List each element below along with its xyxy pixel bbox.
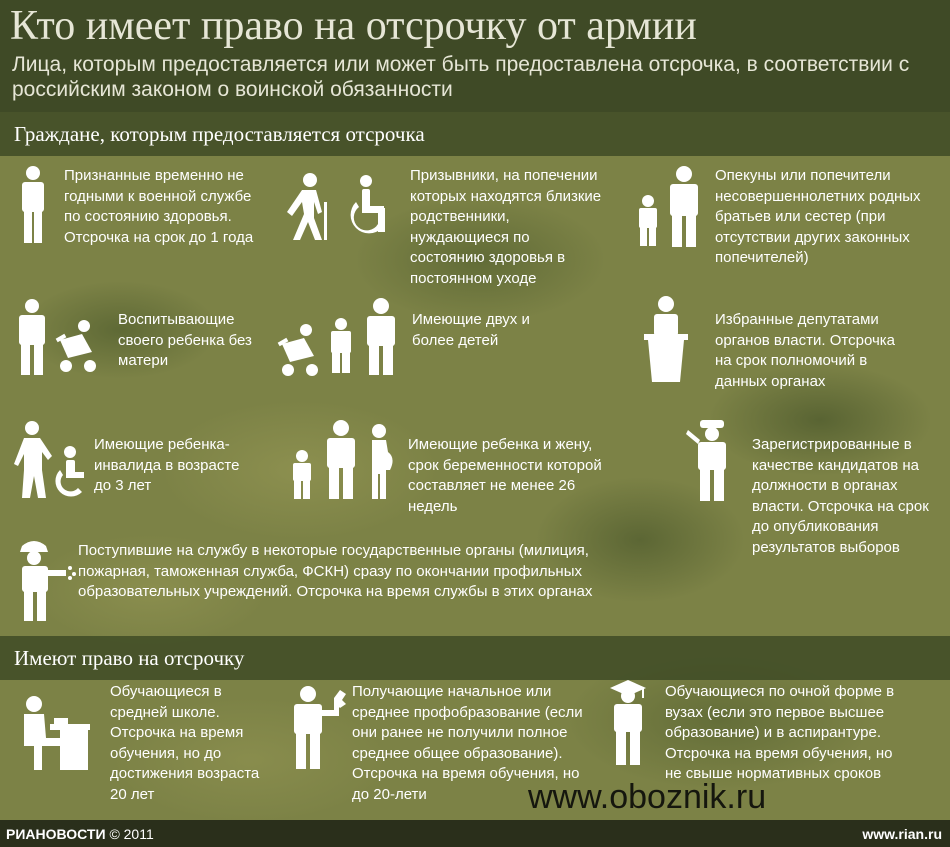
child-icon — [290, 450, 314, 500]
person-pushing-wheelchair-icon — [12, 420, 92, 500]
father-icon — [14, 298, 50, 376]
item-text-deputies: Избранные депутатами органов власти. Отсрочка на срок полномочий в данных органах — [715, 311, 896, 390]
stroller-icon — [276, 322, 324, 378]
watermark: www.oboznik.ru — [528, 778, 767, 816]
man-icon — [322, 420, 360, 500]
firefighter-icon — [12, 538, 78, 622]
item-text-caregivers: Призывники, на попечении которых находятся близкие родственники, нуждающиеся по состоянию здоровья в постоянном уходе — [410, 167, 602, 287]
item-text-university: Обучающиеся по очной форме в вузах (если это первое высшее образование) и в аспирантуре. Отсрочка на время обучения, но не свыше нормативных сроков — [665, 683, 895, 782]
stroller-icon — [54, 318, 102, 374]
adult-icon — [664, 166, 704, 248]
section1-title: Граждане, которым предоставляется отсрочка — [14, 122, 425, 146]
item-text-single-father: Воспитывающие своего ребенка без матери — [118, 311, 252, 369]
podium-speaker-icon — [640, 296, 692, 382]
item-text-candidates: Зарегистрированные в качестве кандидатов на должности в органах власти. Отсрочка на срок до опубликования результатов выборов — [752, 436, 929, 556]
item-text-temporary-unfit: Признанные временно не годными к военной службе по состоянию здоровья. Отсрочка на срок до 1 года — [64, 167, 254, 246]
student-at-desk-icon — [16, 694, 96, 774]
item-text-pregnant-wife: Имеющие ребенка и жену, срок беременности которой составляет не менее 26 недель — [408, 436, 602, 515]
worker-with-wrench-icon — [288, 686, 350, 770]
item-text-vocational: Получающие начальное или среднее профобразование (если они ранее не получили полное среднее общее образование). Отсрочка на время обучения, но до 20-лети — [352, 683, 583, 803]
item-text-state-service: Поступившие на службу в некоторые государственные органы (милиция, пожарная, таможенная служба, ФСКН) сразу по окончании профильных образовательных учреждений. Отсрочка на время службы в этих органах — [78, 542, 593, 600]
child-icon — [328, 318, 354, 374]
item-text-two-children: Имеющие двух и более детей — [412, 311, 530, 349]
item-text-disabled-child: Имеющие ребенка-инвалида в возрасте до 3 лет — [94, 436, 240, 494]
saluting-person-icon — [684, 418, 740, 502]
site-link[interactable]: www.rian.ru — [862, 826, 942, 842]
father-icon — [362, 298, 400, 376]
graduate-icon — [608, 680, 648, 766]
standing-person-icon — [16, 165, 50, 245]
item-text-school: Обучающиеся в средней школе. Отсрочка на время обучения, но до достижения возраста 20 лет — [110, 683, 260, 803]
elderly-person-icon — [282, 172, 338, 242]
brand-name: РИАНОВОСТИ — [6, 826, 106, 842]
copyright-year: © 2011 — [109, 826, 154, 842]
section2-title: Имеют право на отсрочку — [14, 646, 245, 670]
item-text-guardians: Опекуны или попечители несовершеннолетних родных братьев или сестер (при отсутствии других законных попечителей) — [715, 167, 921, 266]
child-icon — [636, 195, 660, 247]
page-subtitle: Лица, которым предоставляется или может быть предоставлена отсрочка, в соответствии с российским законом о воинской обязанности — [12, 53, 910, 101]
brand-logo — [6, 826, 154, 842]
wheelchair-icon — [342, 174, 394, 240]
pregnant-woman-icon — [366, 424, 396, 500]
page-title: Кто имеет право на отсрочку от армии — [10, 3, 697, 49]
